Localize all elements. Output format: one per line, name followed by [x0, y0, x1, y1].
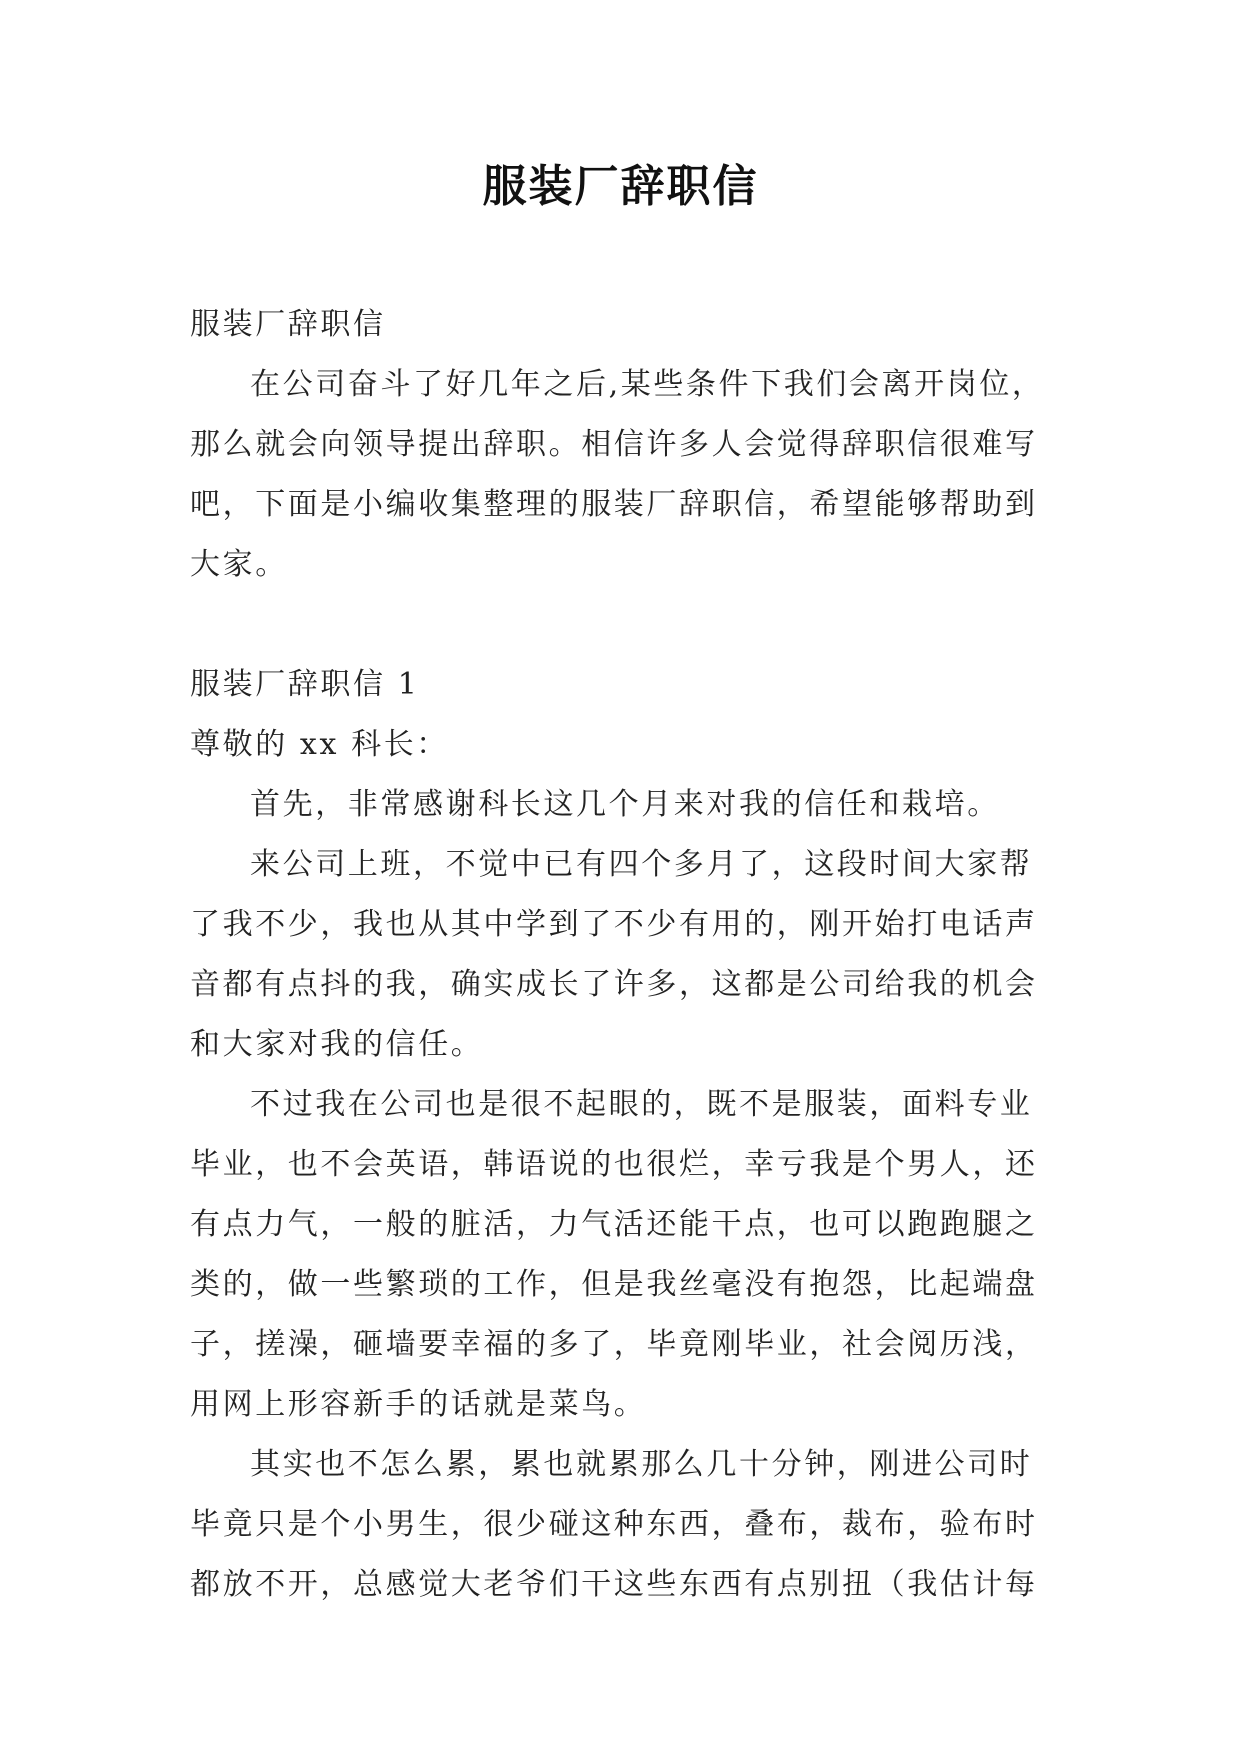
document-body	[190, 295, 1048, 1615]
document-title: 服装厂辞职信	[482, 161, 759, 212]
salutation: 尊敬的 xx 科长：	[190, 727, 449, 762]
section-spacer	[190, 595, 1048, 655]
body-heading: 服装厂辞职信	[190, 307, 386, 342]
body-paragraph: 其实也不怎么累，累也就累那么几十分钟，刚进公司时毕竟只是个小男生，很少碰这种东西，叠布，裁布，验布时都放不开，总感觉大老爷们干这些东西有点别扭（我估计每	[190, 1447, 1038, 1602]
body-paragraph: 首先，非常感谢科长这几个月来对我的信任和栽培。	[250, 787, 1000, 822]
body-paragraph: 来公司上班，不觉中已有四个多月了，这段时间大家帮了我不少，我也从其中学到了不少有用的，刚开始打电话声音都有点抖的我，确实成长了许多，这都是公司给我的机会和大家对我的信任。	[190, 847, 1038, 1062]
body-paragraph: 不过我在公司也是很不起眼的，既不是服装，面料专业毕业，也不会英语，韩语说的也很烂，幸亏我是个男人，还有点力气，一般的脏活，力气活还能干点，也可以跑跑腿之类的，做一些繁琐的工作，但是我丝毫没有抱怨，比起端盘子，搓澡，砸墙要幸福的多了，毕竟刚毕业，社会阅历浅，用网上形容新手的话就是菜鸟。	[190, 1087, 1038, 1422]
section-heading: 服装厂辞职信 1	[190, 667, 420, 702]
intro-paragraph: 在公司奋斗了好几年之后,某些条件下我们会离开岗位，那么就会向领导提出辞职。相信许多人会觉得辞职信很难写吧，下面是小编收集整理的服装厂辞职信，希望能够帮助到大家。	[190, 367, 1045, 582]
